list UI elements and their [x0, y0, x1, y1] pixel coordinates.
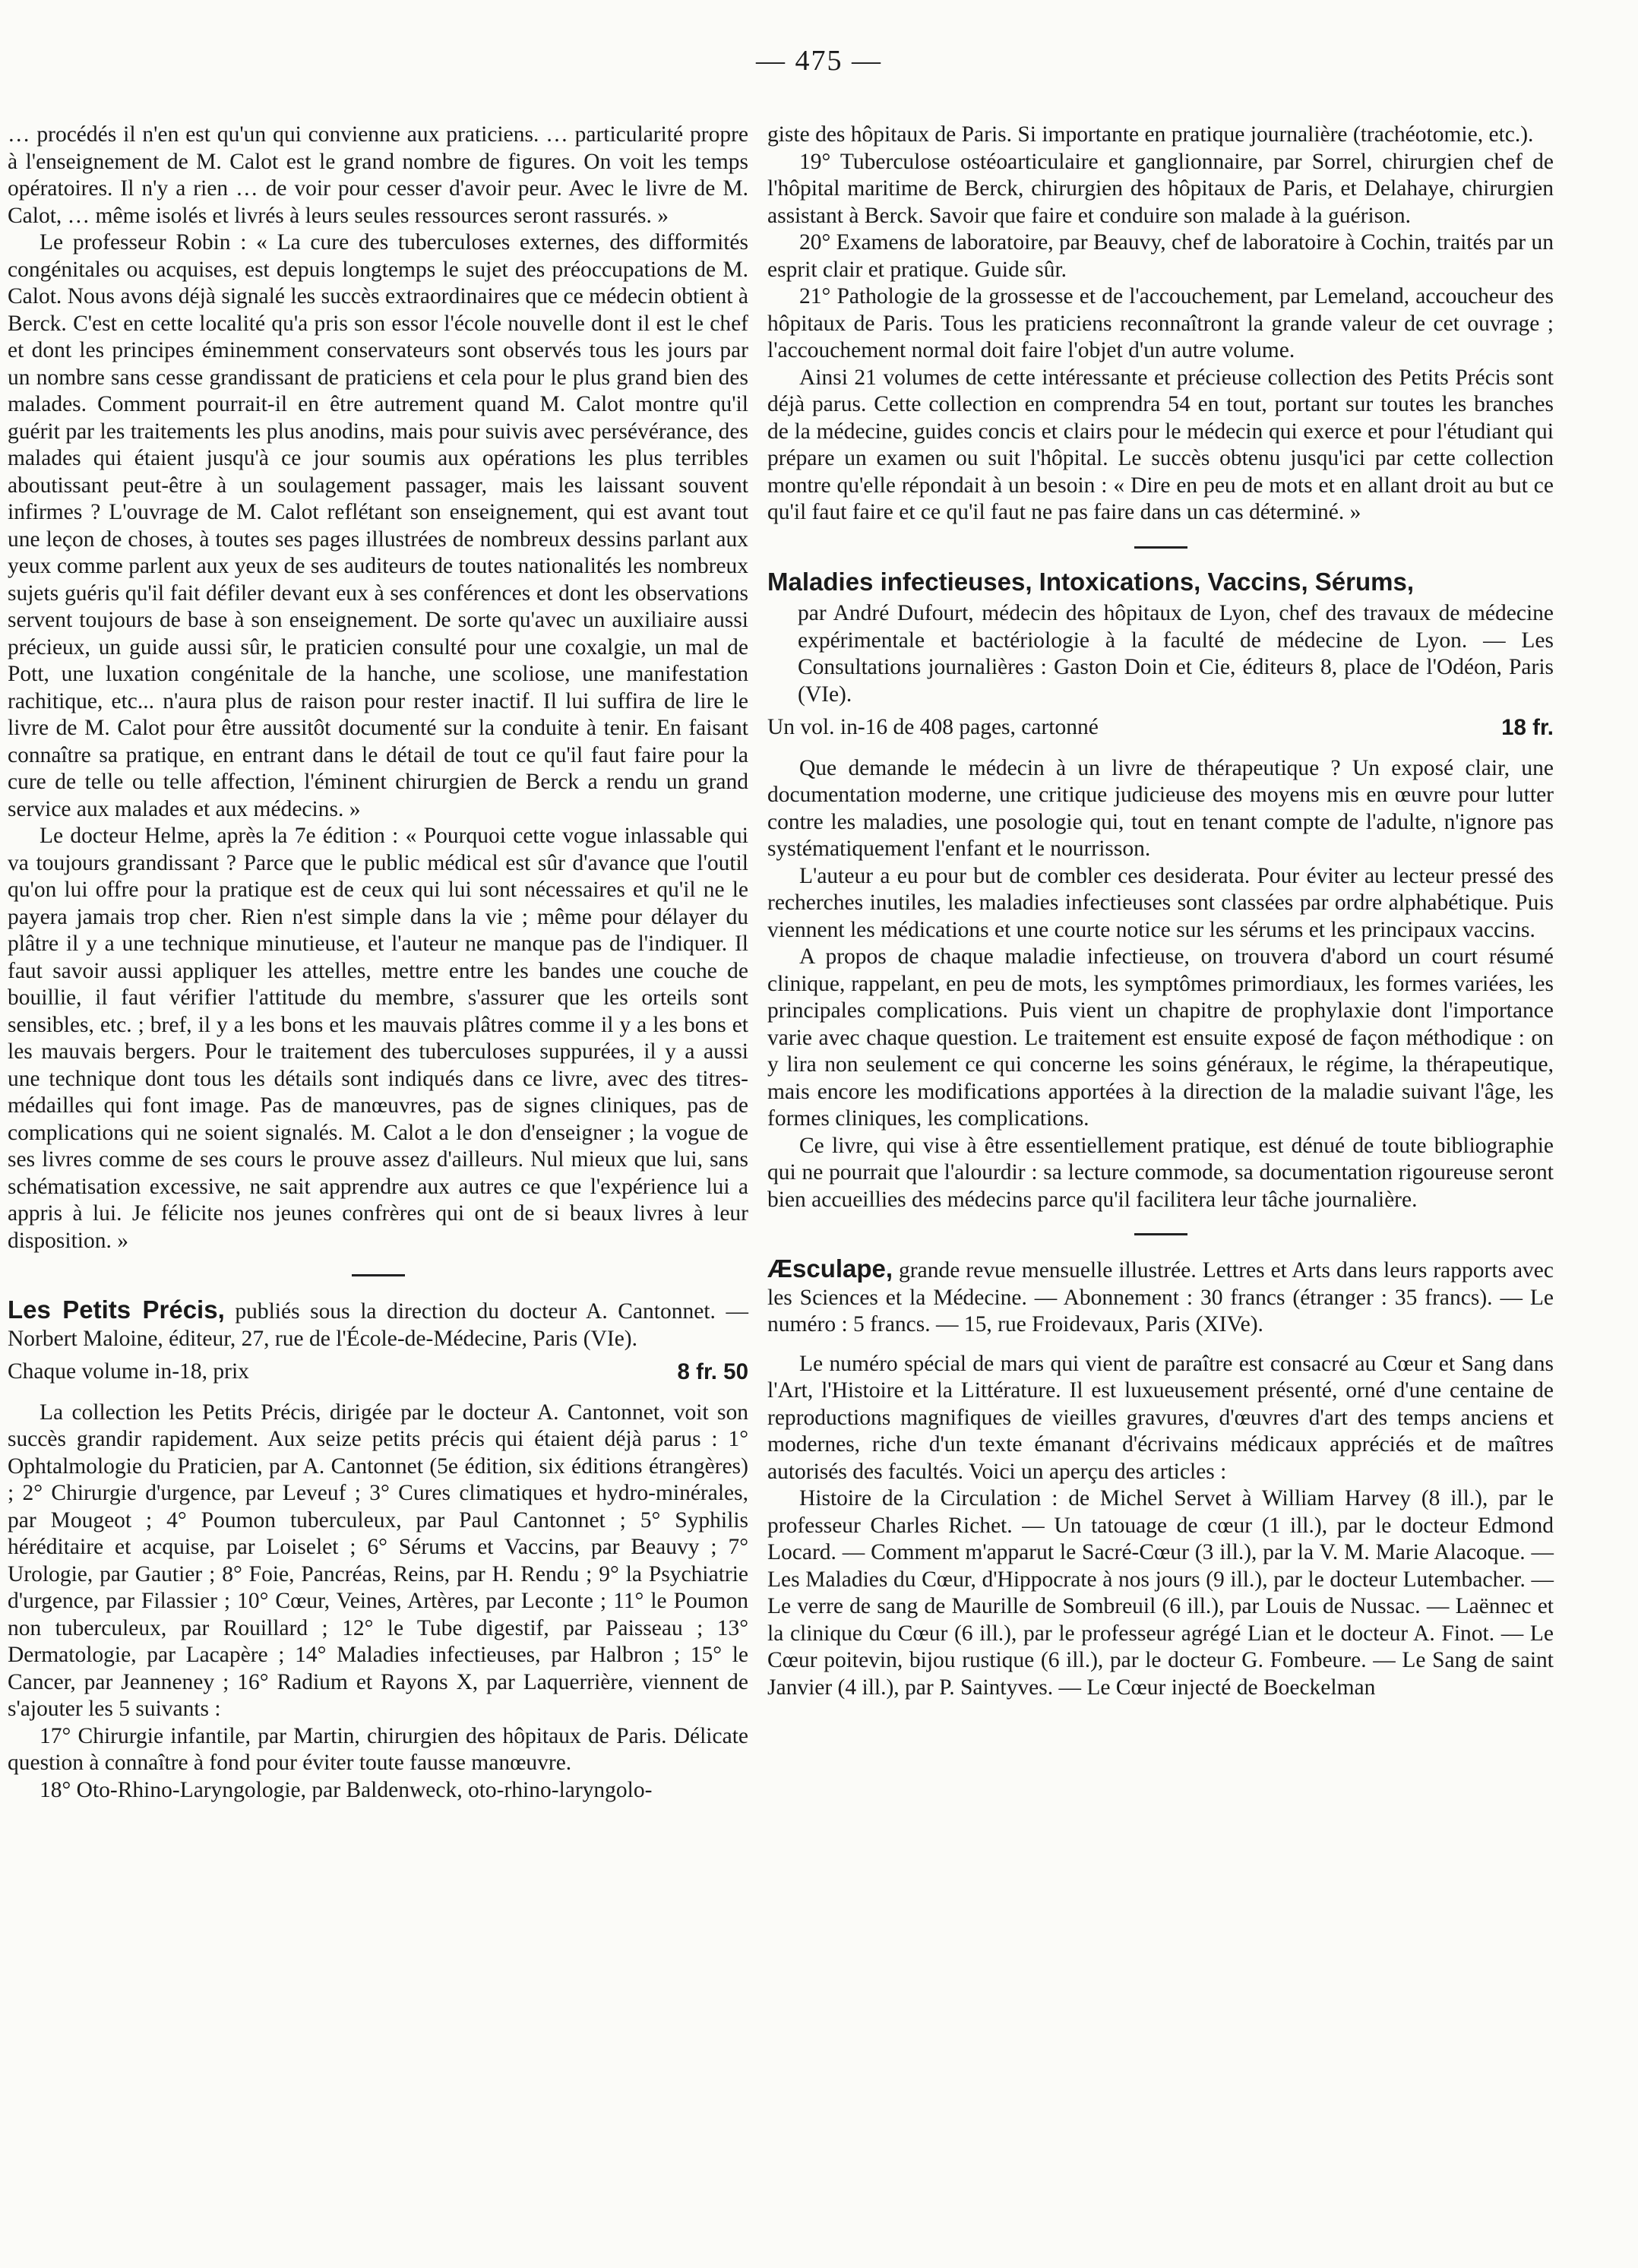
- price-label: Chaque volume in-18, prix: [8, 1359, 249, 1384]
- petits-precis-item-20: 20° Examens de laboratoire, par Beauvy, chef de laboratoire à Cochin, traités par un esprit clair et pratique. Guide sûr.: [767, 230, 1554, 282]
- calot-review-helme: Le docteur Helme, après la 7e édition : « Pourquoi cette vogue inlassable qui va toujours grandissant ? Parce que le public médical est sûr d'avance que l'outil qu'on lui offre pour la pratique est de ceux qui lui sont nécessaires et qu'il ne le payera jamais trop cher. Rien n'est simple dans la vie ; même pour délayer du plâtre il y a une technique minutieuse, et l'auteur ne manque pas de l'indiquer. Il faut savoir aussi appliquer les attelles, mettre entre les bandes une couche de bouillie, il faut vérifier l'attitude du membre, s'assurer que les orteils sont sensibles, etc. ; bref, il y a les bons et les mauvais plâtres comme il y a les bons et les mauvais bergers. Pour le traitement des tuberculoses suppurées, il y a aussi une technique dont tous les détails sont indiqués dans ce livre, avec des titres-médailles qui font image. Pas de manœuvres, pas de signes cliniques, pas de complications qui ne soient signalés. M. Calot a le don d'enseigner ; la vogue de ses livres comme de ses cours le prouve assez d'ailleurs. Nul mieux que lui, sans schématisation excessive, ne sait apprendre aux autres ce que l'expérience lui a appris à lui. Je félicite nos jeunes confrères qui ont de si beaux livres à leur disposition. »: [8, 824, 748, 1253]
- maladies-heading: [767, 568, 1554, 598]
- page-number: — 475 —: [756, 45, 882, 77]
- maladies-paragraph: Que demande le médecin à un livre de thérapeutique ? Un exposé clair, une documentation moderne, une critique judicieuse des moyens mis en œuvre pour lutter contre les maladies, une posologie qui, tout en tenant compte de l'adulte, n'ignore pas systématiquement l'enfant et le nourrisson.: [767, 755, 1554, 861]
- petits-precis-item-18: 18° Oto-Rhino-Laryngologie, par Baldenweck, oto-rhino-laryngolo-: [40, 1777, 653, 1802]
- aesculape-heading: [767, 1255, 1554, 1339]
- petits-precis-title: Les Petits Précis,: [8, 1295, 225, 1324]
- petits-precis-price-line: [8, 1359, 748, 1386]
- maladies-paragraph: L'auteur a eu pour but de combler ces desiderata. Pour éviter au lecteur pressé des recherches inutiles, les maladies infectieuses sont classées par ordre alphabétique. Puis viennent les médications et une courte notice sur les sérums et les principaux vaccins.: [767, 863, 1554, 942]
- section-divider: [1134, 1233, 1187, 1235]
- petits-precis-item-21: 21° Pathologie de la grossesse et de l'accouchement, par Lemeland, accoucheur des hôpitaux de Paris. Tous les praticiens reconnaîtront la grande valeur de cet ouvrage ; l'accouchement normal doit faire l'objet d'un autre volume.: [767, 284, 1554, 362]
- maladies-paragraph: A propos de chaque maladie infectieuse, on trouvera d'abord un court résumé clinique, rappelant, en peu de mots, les symptômes primordiaux, les formes variées, les principales complications. Puis vient un chapitre de prophylaxie dont l'importance varie avec chaque question. Le traitement est ensuite exposé de façon méthodique : on y lira non seulement ce qui concerne les soins généraux, le régime, la thérapeutique, mais encore les modifications apportées à la direction de la maladie suivant l'âge, les formes cliniques, les complications.: [767, 944, 1554, 1131]
- section-divider: [352, 1274, 405, 1276]
- price-value: 8 fr. 50: [677, 1359, 748, 1384]
- maladies-paragraph: Ce livre, qui vise à être essentiellement pratique, est dénué de toute bibliographie qui ne pourrait que l'alourdir : sa lecture commode, sa documentation rigoureuse seront bien accueillies des médecins parce qu'il facilitera leur tâche journalière.: [767, 1133, 1554, 1212]
- aesculape-articles: Histoire de la Circulation : de Michel Servet à William Harvey (8 ill.), par le professeur Charles Richet. — Un tatouage de cœur (1 ill.), par le docteur Edmond Locard. — Comment m'apparut le Sacré-Cœur (3 ill.), par la V. M. Marie Alacoque. — Les Maladies du Cœur, d'Hippocrate à nos jours (9 ill.), par le docteur Lutembacher. — Le verre de sang de Maurille de Sombreuil (6 ill.), par Louis de Nussac. — Laënnec et la clinique du Cœur (6 ill.), par le professeur agrégé Lian et le docteur A. Finot. — Le Cœur poitevin, bijou rustique (6 ill.), par le docteur G. Fombeure. — Le Sang de saint Janvier (4 ill.), par P. Saintyves. — Le Cœur injecté de Boeckelman: [767, 1486, 1554, 1700]
- petits-precis-subtitle: publiés sous la direction du docteur A. Cantonnet. — Norbert Maloine, éditeur, 27, rue de l'École-de-Médecine, Paris (VIe).: [8, 1299, 749, 1351]
- petits-precis-item-17: 17° Chirurgie infantile, par Martin, chirurgien des hôpitaux de Paris. Délicate question à connaître à fond pour éviter toute fausse manœuvre.: [8, 1723, 748, 1775]
- aesculape-paragraph: Le numéro spécial de mars qui vient de paraître est consacré au Cœur et Sang dans l'Art, l'Histoire et la Littérature. Il est luxueusement présenté, orné d'une centaine de reproductions magnifiques de vieilles gravures, d'œuvres d'art des temps anciens et modernes, riche d'un texte émanant d'écrivains médicaux appréciés et de maîtres autorisés des facultés. Voici un aperçu des articles :: [767, 1351, 1554, 1484]
- price-label: Un vol. in-16 de 408 pages, cartonné: [767, 715, 1099, 739]
- petits-precis-item-19: 19° Tuberculose ostéoarticulaire et ganglionnaire, par Sorrel, chirurgien chef de l'hôpital maritime de Berck, chirurgien des hôpitaux de Paris, et Delahaye, chirurgien assistant à Berck. Savoir que faire et conduire son malade à la guérison.: [767, 149, 1554, 228]
- petits-precis-conclusion: Ainsi 21 volumes de cette intéressante et précieuse collection des Petits Précis sont déjà parus. Cette collection en comprendra 54 en tout, portant sur toutes les branches de la médecine, guides concis et clairs pour le médecin qui exerce et pour l'étudiant qui prépare un examen ou suit l'hôpital. Le succès obtenu jusqu'ici par cette collection montre qu'elle répondait à un besoin : « Dire en peu de mots et en allant droit au but ce qu'il faut faire et ce qu'il faut ne pas faire dans un cas déterminé. »: [767, 365, 1554, 524]
- aesculape-subtitle: grande revue mensuelle illustrée. Lettres et Arts dans leurs rapports avec les Sciences et la Médecine. — Abonnement : 30 francs (étranger : 35 francs). — Le numéro : 5 francs. — 15, rue Froidevaux, Paris (XIVe).: [767, 1258, 1554, 1336]
- calot-review-robin: Le professeur Robin : « La cure des tuberculoses externes, des difformités congénitales ou acquises, est depuis longtemps le sujet des préoccupations de M. Calot. Nous avons déjà signalé les succès extraordinaires que ce médecin obtient à Berck. C'est en cette localité qu'a pris son essor l'école nouvelle dont il est le chef et dont les principes éminemment conservateurs sont observés tous les jours par un nombre sans cesse grandissant de praticiens et cela pour le plus grand bien des malades. Comment pourrait-il en être autrement quand M. Calot montre qu'il guérit par les traitements les plus anodins, mais pour suivis avec persévérance, des malades qui étaient jusqu'à ce jour soumis aux opérations les plus terribles aboutissant peut-être à un soulagement passager, mais les laissant souvent infirmes ? L'ouvrage de M. Calot reflétant son enseignement, qui est avant tout une leçon de choses, à toutes ses pages illustrées de nombreux dessins parlant aux yeux comme parlent aux yeux de ses auditeurs de toutes nationalités les nombreux sujets guéris qu'il fait défiler devant eux à ses conférences et dont les observations servent toujours de base à son enseignement. De sorte qu'avec un auxiliaire aussi précieux, un guide aussi sûr, le praticien consulté pour une coxalgie, un mal de Pott, une luxation congénitale de la hanche, une scoliose, une manifestation rachitique, etc... n'aura plus de raison pour rester inactif. Il lui suffira de lire le livre de M. Calot pour être aussitôt documenté sur la conduite à tenir. En faisant connaître sa pratique, en entrant dans le détail de tout ce qu'il faut faire pour la cure de telle ou telle affection, l'éminent chirurgien de Berck a rendu un grand service aux malades et aux médecins. »: [8, 230, 748, 821]
- continuation-text: giste des hôpitaux de Paris. Si importante en pratique journalière (trachéotomie, etc.).: [767, 122, 1534, 147]
- petits-precis-heading: [8, 1296, 748, 1352]
- left-column: [8, 122, 748, 1804]
- calot-review-1: … procédés il n'en est qu'un qui convienne aux praticiens. … particularité propre à l'enseignement de M. Calot est le grand nombre de figures. On voit les temps opératoires. Il n'y a rien … de voir pour cesser d'avoir peur. Avec le livre de M. Calot, … même isolés et livrés à leurs seules ressources seront rassurés. »: [8, 122, 748, 228]
- aesculape-title: Æsculape,: [767, 1254, 893, 1283]
- petits-precis-text: La collection les Petits Précis, dirigée par le docteur A. Cantonnet, voit son succès grandir rapidement. Aux seize petits précis qui étaient déjà parus : 1° Ophtalmologie du Praticien, par A. Cantonnet (5e édition, six éditions étrangères) ; 2° Chirurgie d'urgence, par Leveuf ; 3° Cures climatiques et hydro-minérales, par Mougeot ; 4° Poumon tuberculeux, par Paul Cantonnet ; 5° Syphilis héréditaire et acquise, par Loiselet ; 6° Sérums et Vaccins, par Beauvy ; 7° Urologie, par Gautier ; 8° Foie, Pancréas, Reins, par H. Rendu ; 9° la Psychiatrie d'urgence, par Filassier ; 10° Cœur, Veines, Artères, par Leconte ; 11° le Poumon non tuberculeux, par Rouillard ; 12° le Tube digestif, par Paisseau ; 13° Dermatologie, par Lacapère ; 14° Maladies infectieuses, par Halbron ; 15° le Cancer, par Jeanneney ; 16° Radium et Rayons X, par Laquerrière, viennent de s'ajouter les 5 suivants :: [8, 1400, 748, 1721]
- maladies-title: Maladies infectieuses, Intoxications, Vaccins, Sérums,: [767, 567, 1415, 596]
- maladies-subtitle: par André Dufourt, médecin des hôpitaux de Lyon, chef des travaux de médecine expérimentale et bactériologie à la faculté de médecine de Lyon. — Les Consultations journalières : Gaston Doin et Cie, éditeurs 8, place de l'Odéon, Paris (VIe).: [798, 601, 1554, 707]
- section-divider: [1134, 546, 1187, 549]
- maladies-price-line: [767, 714, 1554, 742]
- price-value: 18 fr.: [1501, 715, 1554, 740]
- right-column: [767, 122, 1554, 1701]
